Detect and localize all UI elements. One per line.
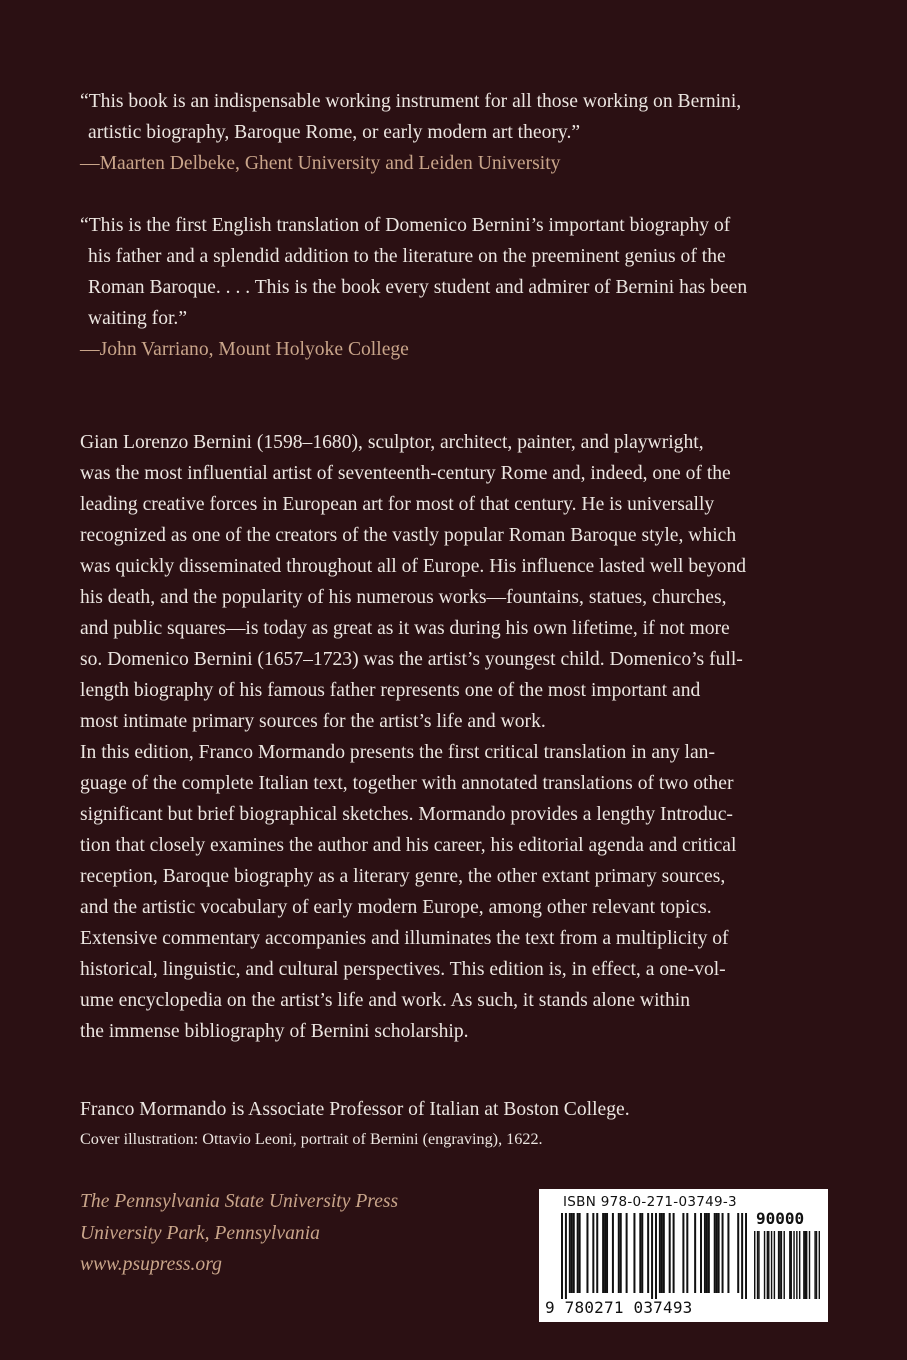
- paragraph-line: was the most influential artist of seventeenth-century Rome and, indeed, one of the: [80, 463, 731, 484]
- quote-attribution: —Maarten Delbeke, Ghent University and Leiden University: [80, 153, 561, 174]
- barcode-bar: [620, 1213, 622, 1293]
- quote-line: his father and a splendid addition to the literature on the preeminent genius of the: [88, 246, 726, 267]
- barcode-bar: [639, 1213, 641, 1293]
- barcode-bar: [816, 1231, 817, 1299]
- barcode-bar: [814, 1231, 815, 1299]
- barcode-bar: [758, 1231, 759, 1299]
- barcode-bar: [809, 1231, 810, 1299]
- paragraph-line: most intimate primary sources for the artist’s life and work.: [80, 711, 546, 732]
- ean-barcode-bars: [561, 1213, 747, 1299]
- barcode-bar: [659, 1213, 661, 1293]
- barcode-bar: [737, 1213, 739, 1293]
- barcode-bar: [686, 1213, 688, 1293]
- barcode-bar: [647, 1213, 649, 1293]
- barcode-bar: [771, 1231, 772, 1299]
- paragraph-line: and public squares—is today as great as it was during his own lifetime, if not more: [80, 618, 730, 639]
- publisher-name: The Pennsylvania State University Press: [80, 1191, 399, 1212]
- barcode-bar: [799, 1231, 800, 1299]
- barcode-bar: [704, 1213, 706, 1293]
- paragraph-line: ume encyclopedia on the artist’s life and work. As such, it stands alone within: [80, 990, 690, 1011]
- barcode-bar: [706, 1213, 708, 1293]
- barcode-bar: [806, 1231, 807, 1299]
- barcode-bar: [682, 1213, 684, 1293]
- barcode-bar: [754, 1231, 755, 1299]
- barcode-bar: [571, 1213, 573, 1293]
- barcode-bar: [819, 1231, 820, 1299]
- quote-line: artistic biography, Baroque Rome, or early modern art theory.”: [88, 122, 581, 143]
- barcode-bar: [612, 1213, 614, 1293]
- paragraph-line: and the artistic vocabulary of early modern Europe, among other relevant topics.: [80, 897, 712, 918]
- barcode-bar: [577, 1213, 579, 1293]
- barcode-bar: [779, 1231, 780, 1299]
- barcode-bar: [722, 1213, 724, 1293]
- barcode-bar: [789, 1231, 790, 1299]
- barcode-bar: [579, 1213, 581, 1293]
- barcode-bar: [596, 1213, 598, 1293]
- barcode-bar: [602, 1213, 604, 1293]
- endorsement-quote-1: [80, 86, 850, 179]
- paragraph-line: his death, and the popularity of his numerous works—fountains, statues, churches,: [80, 587, 727, 608]
- barcode-bar: [727, 1213, 729, 1293]
- barcode-bar: [745, 1213, 747, 1299]
- paragraph-line: Gian Lorenzo Bernini (1598–1680), sculptor, architect, painter, and playwright,: [80, 432, 704, 453]
- paragraph-line: guage of the complete Italian text, together with annotated translations of two other: [80, 773, 734, 794]
- barcode-bar: [604, 1213, 606, 1293]
- barcode-bar: [641, 1213, 643, 1293]
- paragraph-line: was quickly disseminated throughout all of Europe. His influence lasted well beyond: [80, 556, 747, 577]
- barcode-bar: [791, 1231, 792, 1299]
- barcode-bar: [618, 1213, 620, 1293]
- barcode-bar: [718, 1213, 720, 1293]
- paragraph-line: historical, linguistic, and cultural perspectives. This edition is, in effect, a one-vol-: [80, 959, 726, 980]
- barcode-bar: [767, 1231, 768, 1299]
- barcode-bar: [569, 1213, 571, 1293]
- quote-attribution: —John Varriano, Mount Holyoke College: [80, 339, 409, 360]
- quote-line: “This is the first English translation of Domenico Bernini’s important biography of: [80, 215, 731, 236]
- publisher-block: [80, 1186, 398, 1281]
- barcode-bar: [673, 1213, 675, 1293]
- barcode-bar: [793, 1231, 794, 1299]
- barcode-bar: [774, 1231, 775, 1299]
- barcode-bar: [764, 1231, 765, 1299]
- paragraph-line: Extensive commentary accompanies and illuminates the text from a multiplicity of: [80, 928, 729, 949]
- barcode-bar: [700, 1213, 702, 1293]
- barcode-bar: [592, 1213, 594, 1293]
- endorsement-quote-2: [80, 210, 850, 365]
- barcode-bar: [803, 1231, 804, 1299]
- quote-line: Roman Baroque. . . . This is the book every student and admirer of Bernini has been: [88, 277, 748, 298]
- barcode-bar: [768, 1231, 769, 1299]
- barcode-bar: [626, 1213, 628, 1293]
- addon-barcode-bars: [754, 1231, 820, 1299]
- barcode-bar: [708, 1213, 710, 1293]
- paragraph-line: significant but brief biographical sketches. Mormando provides a lengthy Introduc-: [80, 804, 733, 825]
- barcode-bar: [741, 1213, 743, 1299]
- barcode-bar: [783, 1231, 784, 1299]
- quote-line: waiting for.”: [88, 308, 188, 329]
- barcode-bar: [757, 1231, 758, 1299]
- barcode-bar: [606, 1213, 608, 1293]
- barcode-bar: [669, 1213, 671, 1293]
- barcode-bar: [586, 1213, 588, 1293]
- paragraph-line: leading creative forces in European art for most of that century. He is universally: [80, 494, 715, 515]
- barcode-bar: [663, 1213, 665, 1293]
- barcode-bar: [661, 1213, 663, 1293]
- barcode-bar: [781, 1231, 782, 1299]
- paragraph-line: In this edition, Franco Mormando presents the first critical translation in any lan-: [80, 742, 716, 763]
- barcode-bar: [694, 1213, 696, 1293]
- paragraph-line: so. Domenico Bernini (1657–1723) was the artist’s youngest child. Domenico’s full-: [80, 649, 743, 670]
- barcode-bar: [805, 1231, 806, 1299]
- author-bio: Franco Mormando is Associate Professor of Italian at Boston College.: [80, 1099, 630, 1120]
- description-paragraph-2: [80, 737, 850, 1047]
- barcode-bar: [561, 1213, 563, 1299]
- barcode-bar: [633, 1213, 635, 1293]
- barcode-bar: [778, 1231, 779, 1299]
- paragraph-line: length biography of his famous father represents one of the most important and: [80, 680, 701, 701]
- cover-credit: Cover illustration: Ottavio Leoni, portrait of Bernini (engraving), 1622.: [80, 1130, 543, 1148]
- isbn-label: ISBN 978-0-271-03749-3: [563, 1194, 737, 1210]
- barcode-bar: [655, 1213, 657, 1299]
- paragraph-line: tion that closely examines the author and his career, his editorial agenda and critical: [80, 835, 737, 856]
- description-paragraph-1: [80, 427, 850, 737]
- paragraph-line: recognized as one of the creators of the vastly popular Roman Baroque style, which: [80, 525, 737, 546]
- paragraph-line: the immense bibliography of Bernini scholarship.: [80, 1021, 469, 1042]
- publisher-location: University Park, Pennsylvania: [80, 1222, 320, 1244]
- barcode-bar: [651, 1213, 653, 1299]
- barcode-bar: [714, 1213, 716, 1293]
- barcode-bar: [565, 1213, 567, 1299]
- publisher-website: www.psupress.org: [80, 1254, 222, 1275]
- ean-digits: 9 780271 037493: [545, 1298, 693, 1317]
- quote-line: “This book is an indispensable working instrument for all those working on Bernini,: [80, 91, 742, 112]
- barcode-bar: [573, 1213, 575, 1293]
- barcode-bar: [716, 1213, 718, 1293]
- paragraph-line: reception, Baroque biography as a literary genre, the other extant primary sources,: [80, 866, 726, 887]
- barcode-bar: [796, 1231, 797, 1299]
- price-code: 90000: [756, 1209, 805, 1228]
- barcode: [539, 1189, 828, 1322]
